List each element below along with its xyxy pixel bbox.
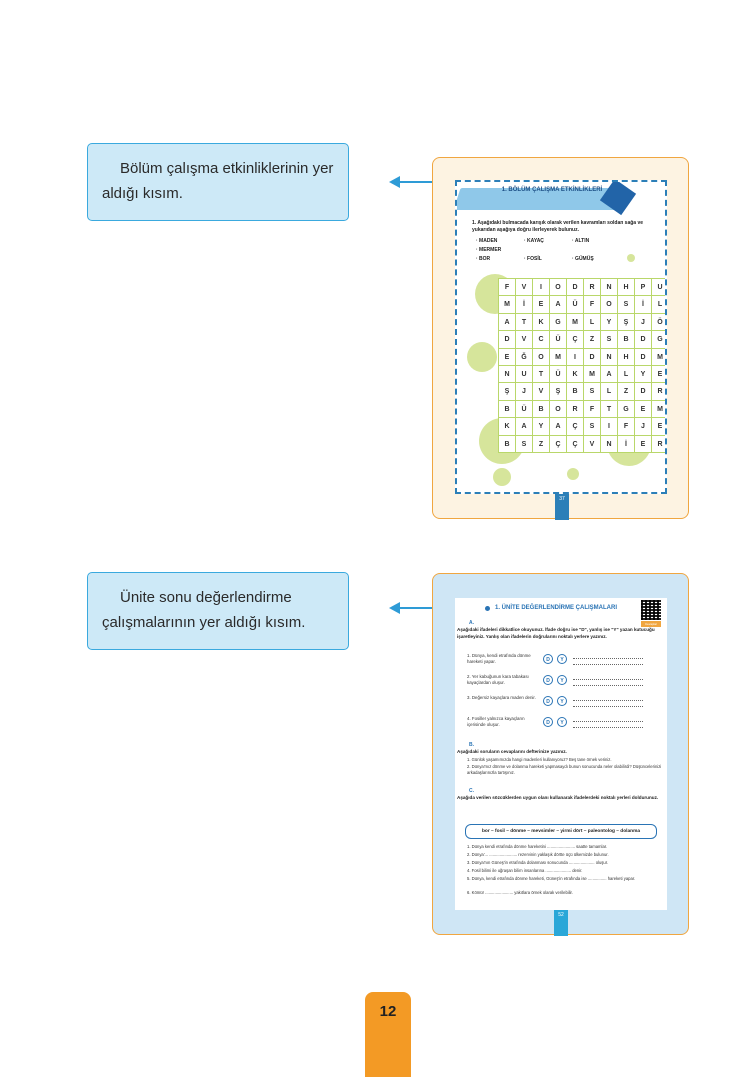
true-false-item: 4. Fosiller yalnızca kayaçların içerisinde oluşur. D Y	[467, 716, 663, 730]
true-false-item: 1. Dünya, kendi etrafında dönme hareketi yapar. D Y	[467, 653, 663, 667]
grid-cell: D	[584, 349, 601, 366]
fill-blank-item: 6. Kömür ........................ yakıtlara örnek olarak verilebilir.	[467, 890, 573, 895]
section-c-label: C.	[469, 788, 474, 794]
grid-cell: M	[652, 349, 667, 366]
grid-cell: S	[516, 436, 533, 453]
grid-cell: E	[635, 436, 652, 453]
grid-cell: U	[516, 366, 533, 383]
grid-cell: L	[652, 296, 667, 313]
grid-cell: B	[499, 436, 516, 453]
grid-cell: V	[533, 383, 550, 400]
title-bullet-icon	[485, 606, 490, 611]
grid-cell: B	[567, 383, 584, 400]
grid-cell: Ş	[618, 314, 635, 331]
grid-cell: E	[499, 349, 516, 366]
page-number: 37	[555, 494, 569, 520]
grid-cell: N	[601, 436, 618, 453]
grid-cell: B	[499, 401, 516, 418]
callout-text: Bölüm çalışma etkinliklerinin yer aldığı kısım.	[102, 160, 334, 202]
grid-cell: B	[618, 331, 635, 348]
grid-cell: N	[601, 349, 618, 366]
grid-cell: D	[499, 331, 516, 348]
grid-cell: V	[516, 331, 533, 348]
book-page-preview-1	[432, 157, 689, 519]
grid-cell: L	[584, 314, 601, 331]
pointer-arrow	[389, 176, 431, 188]
section-b-instruction: Aşağıdaki soruların cevaplarını defterinize yazınız.	[457, 749, 567, 754]
grid-cell: E	[652, 366, 667, 383]
grid-cell: M	[567, 314, 584, 331]
grid-cell: H	[618, 349, 635, 366]
grid-cell: Ö	[652, 314, 667, 331]
grid-cell: S	[584, 418, 601, 435]
question-item: 1. Günlük yaşamımızda hangi madenleri kullanıyoruz? Beş tane örnek veriniz.	[467, 757, 612, 762]
grid-cell: A	[601, 366, 618, 383]
section-a-label: A.	[469, 620, 474, 626]
grid-cell: Z	[618, 383, 635, 400]
grid-cell: R	[567, 401, 584, 418]
grid-cell: Ş	[550, 383, 567, 400]
grid-cell: V	[516, 279, 533, 296]
grid-cell: Ü	[567, 296, 584, 313]
grid-cell: E	[533, 296, 550, 313]
grid-cell: T	[601, 401, 618, 418]
grid-cell: J	[635, 314, 652, 331]
ribbon-title: 1. BÖLÜM ÇALIŞMA ETKİNLİKLERİ	[501, 187, 603, 193]
page-number-badge: 12	[365, 992, 411, 1077]
grid-cell: Ç	[567, 436, 584, 453]
grid-cell: T	[516, 314, 533, 331]
false-option[interactable]: Y	[557, 675, 567, 685]
grid-cell: M	[652, 401, 667, 418]
grid-cell: D	[635, 349, 652, 366]
decor-circle	[567, 468, 579, 480]
grid-cell: Z	[584, 331, 601, 348]
grid-cell: K	[567, 366, 584, 383]
grid-cell: G	[652, 331, 667, 348]
fill-blank-item: 1. Dünya kendi etrafında dönme hareketini ........................ saatte tamamlar.	[467, 844, 608, 849]
grid-cell: H	[618, 279, 635, 296]
grid-cell: S	[601, 331, 618, 348]
grid-cell: J	[516, 383, 533, 400]
grid-cell: V	[584, 436, 601, 453]
activity-instruction: 1. Aşağıdaki bulmacada karışık olarak verilen kavramları soldan sağa ve yukarıdan aşağıya doğru ilerleyerek bulunuz.	[472, 220, 644, 233]
grid-cell: R	[652, 436, 667, 453]
grid-cell: A	[550, 418, 567, 435]
grid-cell: E	[652, 418, 667, 435]
word-search-grid	[498, 278, 667, 453]
grid-cell: Ğ	[516, 349, 533, 366]
word-item: · KAYAÇ	[524, 238, 544, 244]
word-item: · BOR	[476, 256, 491, 262]
decor-circle	[493, 468, 511, 486]
grid-cell: Ç	[567, 418, 584, 435]
grid-cell: İ	[618, 436, 635, 453]
callout-unit-assessment	[87, 572, 349, 650]
grid-cell: M	[499, 296, 516, 313]
grid-cell: M	[550, 349, 567, 366]
word-list	[476, 237, 666, 264]
grid-cell: O	[601, 296, 618, 313]
grid-cell: D	[635, 331, 652, 348]
grid-cell: A	[516, 418, 533, 435]
grid-cell: I	[567, 349, 584, 366]
false-option[interactable]: Y	[557, 696, 567, 706]
grid-cell: D	[635, 383, 652, 400]
grid-cell: M	[584, 366, 601, 383]
pointer-arrow	[389, 602, 431, 614]
grid-cell: O	[533, 349, 550, 366]
section-c-instruction: Aşağıda verilen sözcüklerden uygun olanı kullanarak ifadelerdeki noktalı yerleri doldurunuz.	[457, 795, 659, 800]
decor-circle	[627, 254, 635, 262]
grid-cell: Ü	[516, 401, 533, 418]
grid-cell: A	[550, 296, 567, 313]
grid-cell: K	[533, 314, 550, 331]
callout-text: Ünite sonu değerlendirme çalışmalarının yer aldığı kısım.	[102, 589, 306, 631]
grid-cell: Y	[635, 366, 652, 383]
word-item: · MADEN	[476, 238, 498, 244]
grid-cell: İ	[516, 296, 533, 313]
grid-cell: R	[652, 383, 667, 400]
grid-cell: G	[550, 314, 567, 331]
grid-cell: L	[601, 383, 618, 400]
grid-cell: E	[635, 401, 652, 418]
grid-cell: F	[584, 296, 601, 313]
decor-circle	[467, 342, 497, 372]
fill-blank-item: 3. Dünya'nın Güneş'in etrafında dolanması sonucunda ...................... oluşur.	[467, 860, 609, 865]
assessment-title: 1. ÜNİTE DEĞERLENDİRME ÇALIŞMALARI	[495, 605, 618, 611]
true-false-item: 3. Değersiz kayaçlara maden denir. D Y	[467, 695, 663, 709]
qr-tag: Cevaplar	[641, 621, 661, 627]
grid-cell: A	[499, 314, 516, 331]
word-item: · ALTIN	[572, 238, 590, 244]
fill-blank-item: 5. Dünya, kendi etrafında dönme hareketi, Güneş'in etrafında ise ................ hareketi yapar.	[467, 876, 636, 881]
word-item: · MERMER	[476, 247, 502, 253]
true-option[interactable]: D	[543, 696, 553, 706]
section-b-label: B.	[469, 742, 474, 748]
grid-cell: S	[618, 296, 635, 313]
grid-cell: K	[499, 418, 516, 435]
grid-cell: P	[635, 279, 652, 296]
word-item: · FOSİL	[524, 256, 542, 262]
grid-cell: U	[652, 279, 667, 296]
grid-cell: Z	[533, 436, 550, 453]
activity-page	[455, 180, 667, 494]
grid-cell: B	[533, 401, 550, 418]
grid-cell: R	[584, 279, 601, 296]
true-option[interactable]: D	[543, 654, 553, 664]
grid-cell: C	[533, 331, 550, 348]
grid-cell: T	[533, 366, 550, 383]
grid-cell: Ü	[550, 331, 567, 348]
grid-cell: G	[618, 401, 635, 418]
grid-cell: S	[584, 383, 601, 400]
grid-cell: I	[601, 418, 618, 435]
assessment-page	[455, 598, 667, 910]
grid-cell: İ	[635, 296, 652, 313]
grid-cell: L	[618, 366, 635, 383]
qr-code-icon	[641, 600, 661, 620]
word-bank: bor – fosil – dönme – mevsimler – yirmi dört – paleontolog – dolanma	[465, 824, 657, 839]
fill-blank-item: 4. Fosil bilimi ile uğraşan bilim insanlarına ...................... denir.	[467, 868, 583, 873]
false-option[interactable]: Y	[557, 717, 567, 727]
grid-cell: Ç	[550, 436, 567, 453]
section-a-instruction: Aşağıdaki ifadeleri dikkatlice okuyunuz. İfade doğru ise "D", yanlış ise "Y" yazan kutucuğu işaretleyiniz. Yanlış olan ifadelerin doğrularını noktalı yerlere yazınız.	[457, 627, 655, 639]
true-option[interactable]: D	[543, 717, 553, 727]
word-item: · GÜMÜŞ	[572, 256, 594, 262]
grid-cell: N	[499, 366, 516, 383]
grid-cell: D	[567, 279, 584, 296]
book-page-preview-2	[432, 573, 689, 935]
grid-cell: Ş	[499, 383, 516, 400]
grid-cell: O	[550, 279, 567, 296]
true-false-item: 2. Yer kabuğunun kara tabakası kayaçlardan oluşur. D Y	[467, 674, 663, 688]
callout-section-activities	[87, 143, 349, 221]
grid-cell: O	[550, 401, 567, 418]
grid-cell: J	[635, 418, 652, 435]
grid-cell: Y	[533, 418, 550, 435]
grid-cell: N	[601, 279, 618, 296]
grid-cell: F	[618, 418, 635, 435]
grid-cell: Y	[601, 314, 618, 331]
true-option[interactable]: D	[543, 675, 553, 685]
grid-cell: I	[533, 279, 550, 296]
grid-cell: Ç	[567, 331, 584, 348]
grid-cell: F	[499, 279, 516, 296]
page-number: 52	[554, 910, 568, 936]
fill-blank-item: 2. Dünya'... ........................ rezervinin yaklaşık dörtte üçü ülkemizde bulunur.	[467, 852, 609, 857]
question-item: 2. Dünya'mız dönme ve dolanma hareketi yapmasaydı bunun sonucunda neler olabilirdi? Düşüncelerinizi arkadaşlarınızla tartışınız.	[467, 764, 662, 775]
grid-cell: Ü	[550, 366, 567, 383]
false-option[interactable]: Y	[557, 654, 567, 664]
grid-cell: F	[584, 401, 601, 418]
